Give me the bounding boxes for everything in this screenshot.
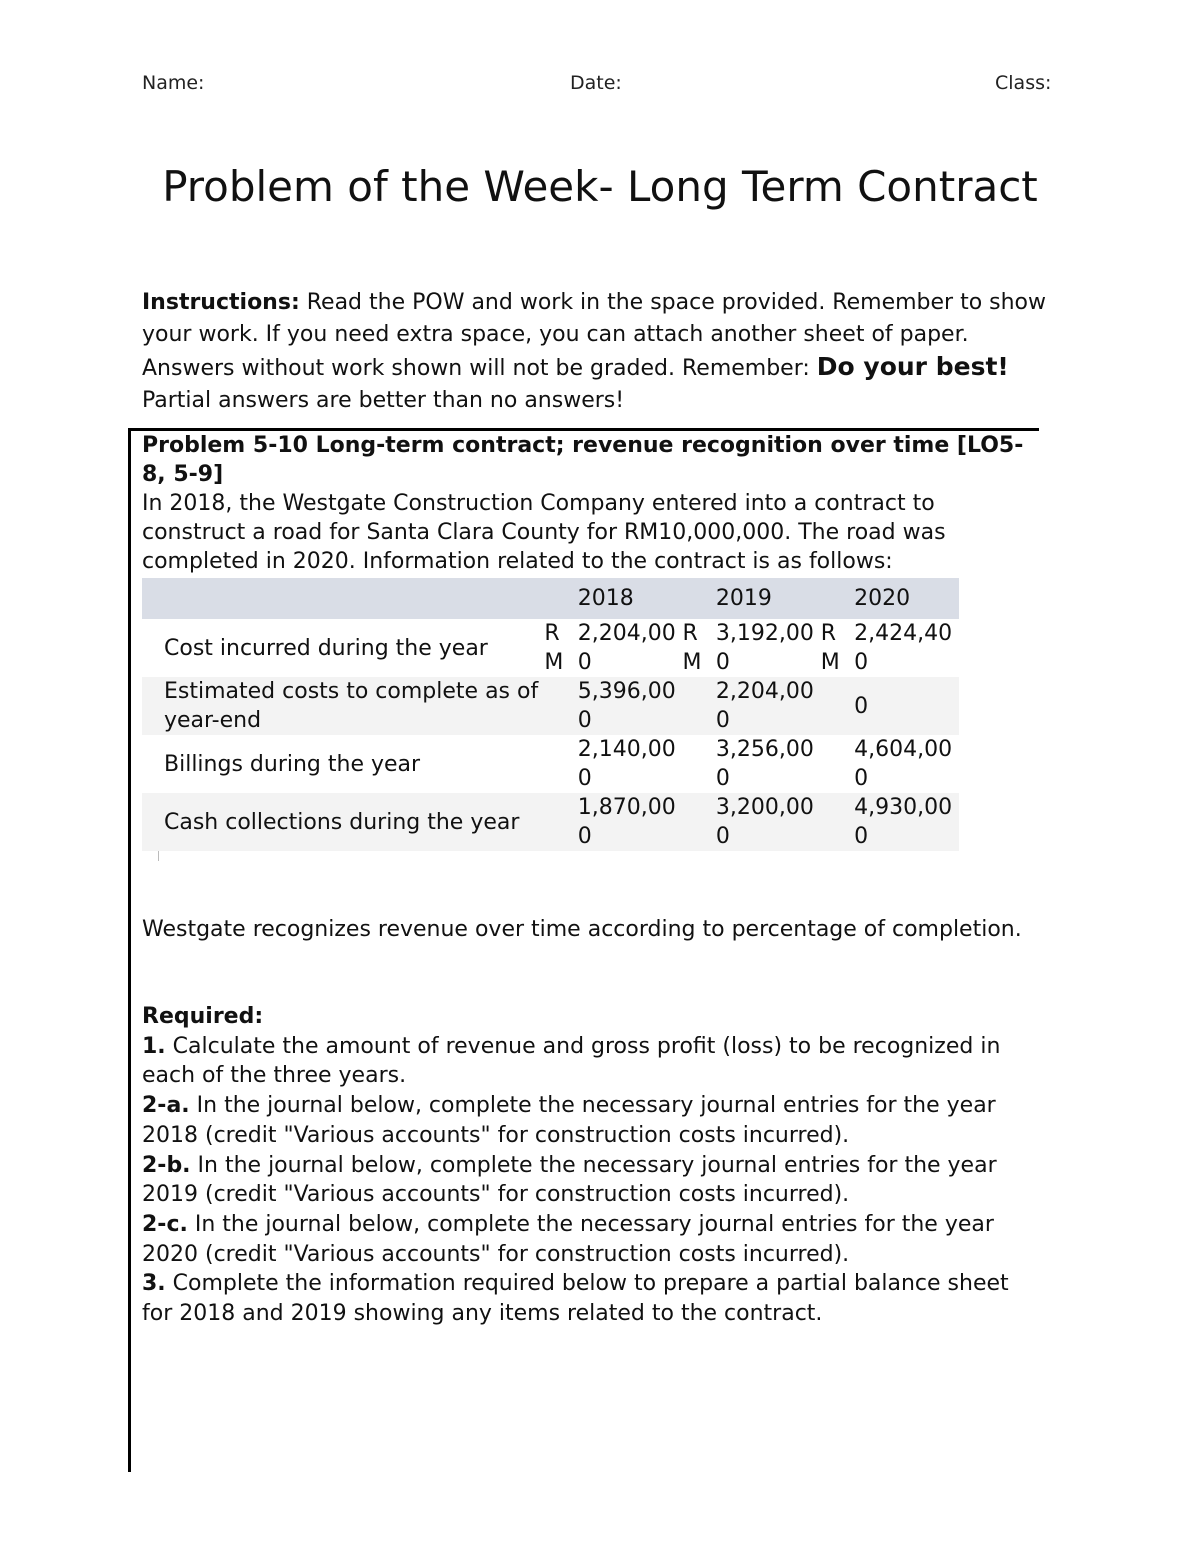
instructions <box>142 287 1052 417</box>
required-item-number: 2-b. <box>142 1152 191 1178</box>
required-item-text: Complete the information required below to prepare a partial balance sheet for 2018 and 2019 showing any items related to the contract. <box>142 1271 1009 1327</box>
problem-box-left-border <box>128 428 131 1472</box>
required-item <box>142 1151 1032 1210</box>
year-header: 2018 <box>577 586 634 611</box>
class-field-label: Class: <box>995 72 1052 94</box>
currency-spacer <box>821 677 854 735</box>
year-header: 2020 <box>854 586 911 611</box>
required-item-number: 2-c. <box>142 1211 188 1237</box>
table-row <box>142 793 959 851</box>
table-header-empty <box>142 578 544 619</box>
table-row <box>142 735 959 793</box>
required-item-number: 1. <box>142 1033 166 1059</box>
contract-data-table <box>142 578 959 851</box>
row-label: Billings during the year <box>164 751 421 777</box>
currency-spacer <box>544 735 577 793</box>
cell-value: 3,192,000 <box>715 621 814 675</box>
cell-value: 2,204,000 <box>577 621 676 675</box>
currency-spacer <box>683 793 716 851</box>
currency-label: RM <box>820 621 840 675</box>
table-header-currency-spacer <box>544 578 577 619</box>
cell-value: 3,256,000 <box>715 737 814 791</box>
currency-spacer <box>683 677 716 735</box>
required-item-text: Calculate the amount of revenue and gross profit (loss) to be recognized in each of the three years. <box>142 1033 1001 1089</box>
cell-value: 0 <box>854 693 869 719</box>
cell-value: 3,200,000 <box>715 795 814 849</box>
currency-spacer <box>544 677 577 735</box>
method-statement: Westgate recognizes revenue over time according to percentage of completion. <box>142 917 1022 942</box>
cursor-mark <box>158 851 159 861</box>
row-label: Cash collections during the year <box>164 809 520 835</box>
problem-section <box>142 431 1032 576</box>
currency-spacer <box>683 735 716 793</box>
date-field-label: Date: <box>570 72 622 94</box>
instructions-lead: Instructions: <box>142 290 300 315</box>
table-header-row <box>142 578 959 619</box>
row-label: Cost incurred during the year <box>164 635 488 661</box>
table-row <box>142 677 959 735</box>
required-item-number: 2-a. <box>142 1093 190 1119</box>
required-item <box>142 1210 1032 1269</box>
required-item <box>142 1032 1032 1091</box>
required-item-text: In the journal below, complete the necessary journal entries for the year 2020 (credit "Various accounts" for construction costs incurred). <box>142 1211 994 1267</box>
instructions-emphasis: Do your best! <box>816 352 1009 381</box>
required-item-text: In the journal below, complete the necessary journal entries for the year 2018 (credit "Various accounts" for construction costs incurred). <box>142 1093 996 1148</box>
cell-value: 4,930,000 <box>854 795 953 849</box>
required-heading-text: Required: <box>142 1004 264 1029</box>
page-title: Problem of the Week- Long Term Contract <box>162 162 1038 211</box>
required-item <box>142 1091 1032 1150</box>
table-header-currency-spacer <box>821 578 854 619</box>
cell-value: 2,140,000 <box>577 737 676 791</box>
required-item-text: In the journal below, complete the necessary journal entries for the year 2019 (credit "Various accounts" for construction costs incurred). <box>142 1152 997 1208</box>
cell-value: 1,870,000 <box>577 795 676 849</box>
required-section <box>142 1002 1032 1329</box>
table-header-currency-spacer <box>683 578 716 619</box>
name-field-label: Name: <box>142 72 205 94</box>
currency-spacer <box>544 793 577 851</box>
instructions-tail: Partial answers are better than no answers! <box>142 388 625 413</box>
year-header: 2019 <box>715 586 772 611</box>
cell-value: 4,604,000 <box>854 737 953 791</box>
required-item-number: 3. <box>142 1271 166 1297</box>
required-heading <box>142 1002 1032 1032</box>
currency-label: RM <box>544 621 564 675</box>
cell-value: 2,204,000 <box>715 679 814 733</box>
problem-title: Problem 5-10 Long-term contract; revenue recognition over time [LO5-8, 5-9] <box>142 433 1024 487</box>
currency-spacer <box>821 793 854 851</box>
cell-value: 2,424,400 <box>854 621 953 675</box>
table-row <box>142 619 959 677</box>
required-item <box>142 1269 1032 1328</box>
row-label: Estimated costs to complete as of year-end <box>164 679 539 733</box>
cell-value: 5,396,000 <box>577 679 676 733</box>
currency-label: RM <box>682 621 702 675</box>
instructions-text: Read the POW and work in the space provided. Remember to show your work. If you need extra space, you can attach another sheet of paper. Answers without work shown will not be graded. Remember: <box>142 290 1047 381</box>
problem-intro: In 2018, the Westgate Construction Company entered into a contract to construct a road for Santa Clara County for RM10,000,000. The road was completed in 2020. Information related to the contract is as follows: <box>142 491 946 574</box>
currency-spacer <box>821 735 854 793</box>
